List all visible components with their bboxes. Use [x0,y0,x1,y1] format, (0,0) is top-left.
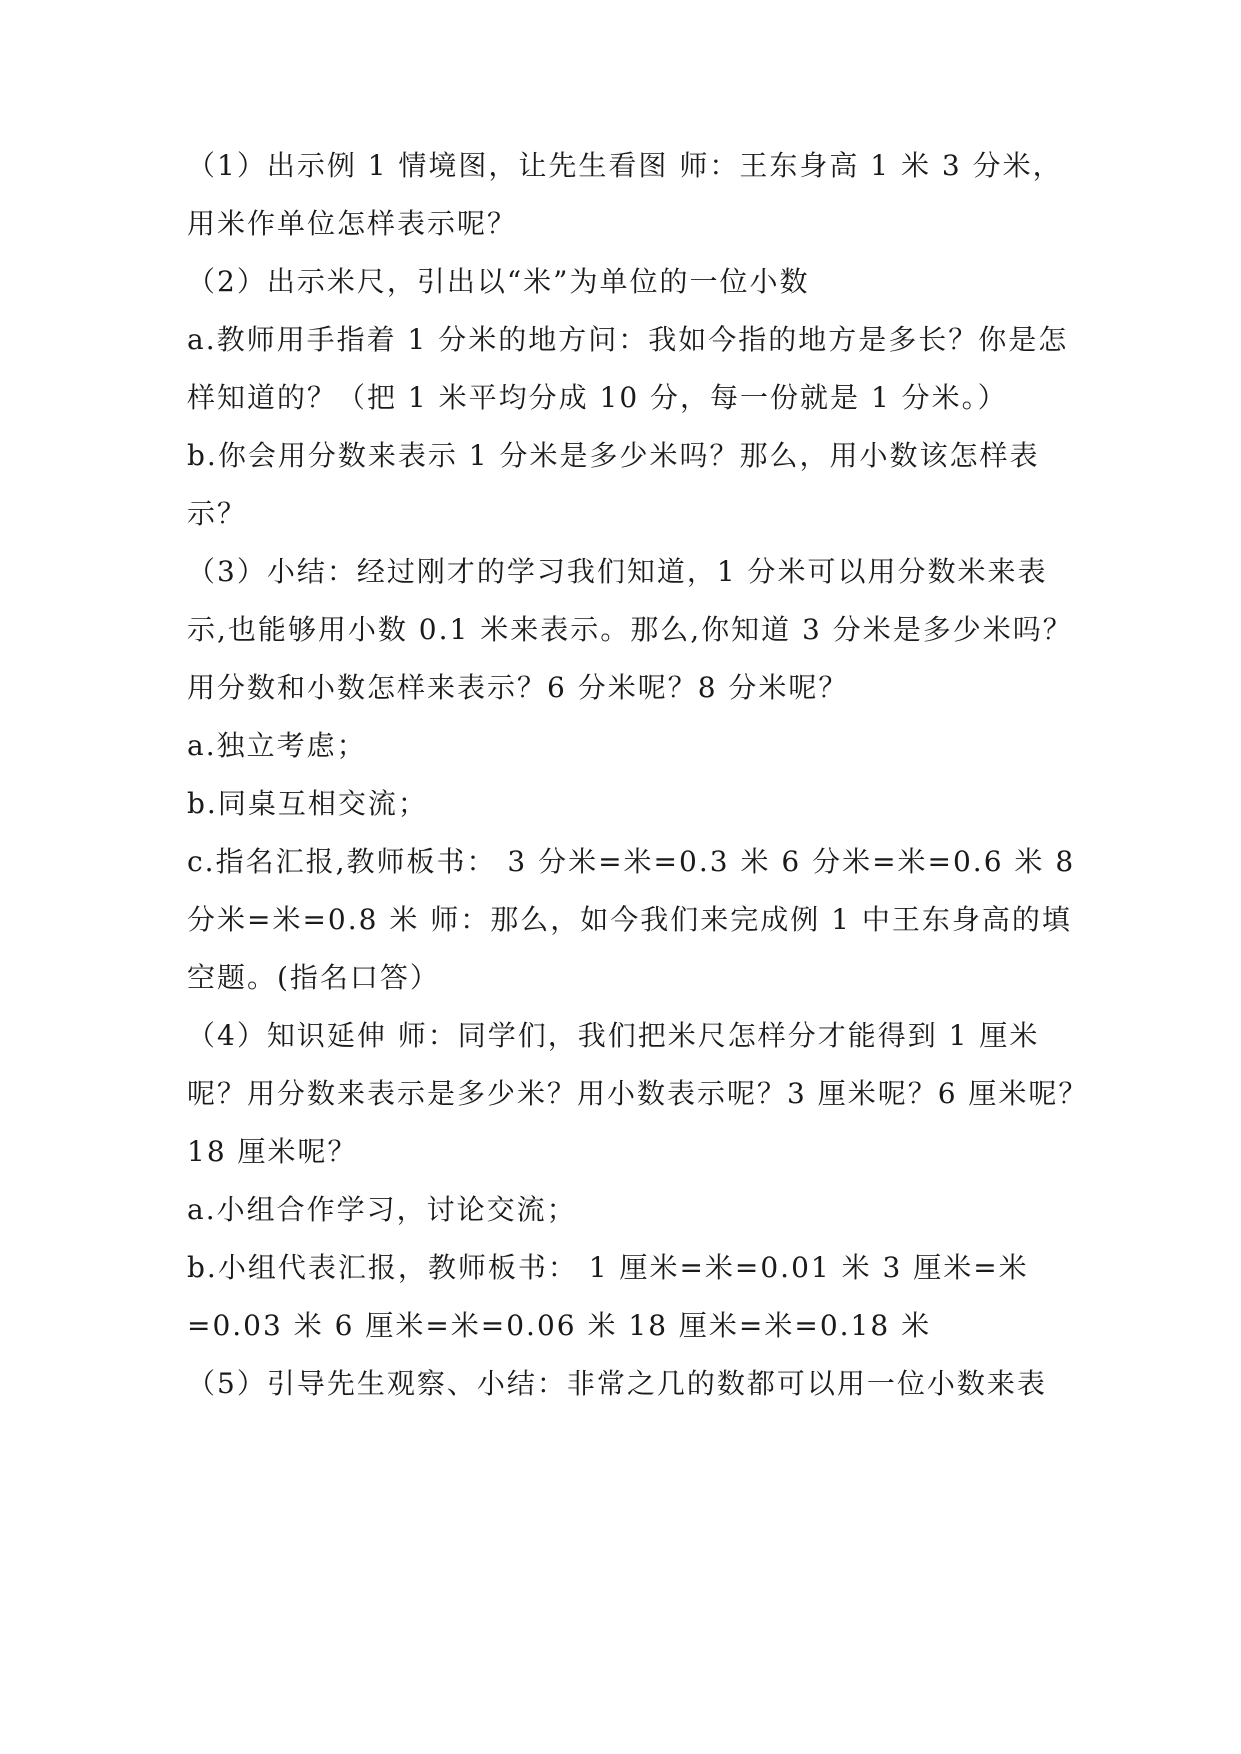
text-line: 呢？用分数来表示是多少米？用小数表示呢？3 厘米呢？6 厘米呢？ [187,1077,1089,1110]
text-line: 用分数和小数怎样来表示？6 分米呢？8 分米呢？ [187,671,849,704]
text-line: 示,也能够用小数 0.1 米来表示。那么,你知道 3 分米是多少米吗？ [187,613,1073,646]
text-line: （2）出示米尺，引出以“米”为单位的一位小数 [187,265,810,298]
text-line: b.你会用分数来表示 1 分米是多少米吗？那么，用小数该怎样表 [187,439,1040,472]
text-line: b.同桌互相交流； [187,787,428,820]
text-line: b.小组代表汇报，教师板书： 1 厘米=米=0.01 米 3 厘米=米 [187,1251,1029,1284]
text-line: （4）知识延伸 师：同学们，我们把米尺怎样分才能得到 1 厘米 [187,1019,1040,1052]
text-line: 样知道的？（把 1 米平均分成 10 分，每一份就是 1 分米。） [187,381,1008,414]
text-line: （5）引导先生观察、小结：非常之几的数都可以用一位小数来表 [187,1367,1047,1400]
text-line: 示？ [187,497,248,530]
text-line: =0.03 米 6 厘米=米=0.06 米 18 厘米=米=0.18 米 [187,1309,932,1342]
text-line: a.教师用手指着 1 分米的地方问：我如今指的地方是多长？你是怎 [187,323,1069,356]
text-line: 空题。(指名口答） [187,961,440,994]
text-line: （3）小结：经过刚才的学习我们知道，1 分米可以用分数米来表 [187,555,1048,588]
text-line: 分米=米=0.8 米 师：那么，如今我们来完成例 1 中王东身高的填 [187,903,1072,936]
text-line: 18 厘米呢？ [187,1135,358,1168]
text-line: 用米作单位怎样表示呢？ [187,207,518,240]
text-line: c.指名汇报,教师板书： 3 分米=米=0.3 米 6 分米=米=0.6 米 8 [187,845,1076,878]
text-line: a.小组合作学习，讨论交流； [187,1193,577,1226]
text-line: （1）出示例 1 情境图，让先生看图 师：王东身高 1 米 3 分米， [187,149,1063,182]
text-line: a.独立考虑； [187,729,367,762]
